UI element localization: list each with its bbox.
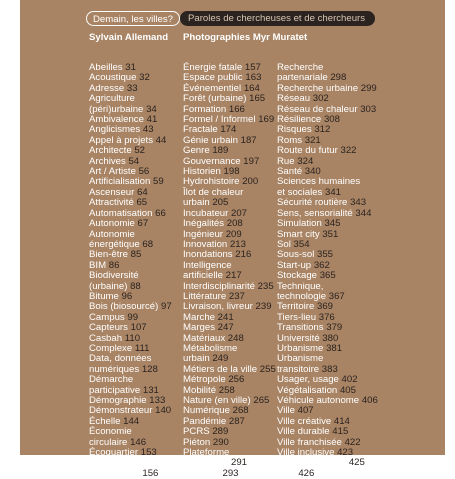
- index-term: Matériaux: [183, 332, 226, 344]
- index-term: Inégalités: [183, 218, 225, 230]
- index-term: Plateforme: [183, 447, 230, 459]
- index-page-number: 293: [222, 467, 239, 479]
- index-page-number: 344: [355, 207, 372, 219]
- index-term: Université: [277, 332, 320, 344]
- index-term: Artificialisation: [89, 176, 151, 188]
- index-term: transitoire: [277, 363, 320, 375]
- index-page-number: 85: [130, 249, 142, 261]
- index-page-number: 198: [223, 166, 240, 178]
- index-entry: [183, 448, 275, 469]
- index-term: Sécurité routière: [277, 197, 348, 209]
- index-page-number: 64: [137, 186, 148, 198]
- index-term: Écoquartier: [89, 447, 139, 459]
- index-term: Livraison, livreur: [183, 301, 253, 313]
- index-term: Métropole: [183, 374, 226, 386]
- index-term: Risques: [277, 124, 312, 136]
- index-page-number: 67: [137, 218, 149, 230]
- index-page-number: 287: [228, 415, 245, 427]
- index-page-number: 31: [125, 62, 136, 73]
- index-page-number: 59: [153, 176, 164, 188]
- index-term: Événementiel: [183, 82, 242, 94]
- index-page-number: 376: [318, 311, 335, 323]
- index-entry: [89, 354, 177, 375]
- index-term: Usager, usage: [277, 374, 339, 386]
- index-term: Bien-être: [89, 249, 128, 261]
- index-term: Appel à projets: [89, 134, 153, 146]
- index-page-number: 128: [141, 363, 158, 375]
- index-term: Véhicule autonome: [277, 395, 360, 406]
- index-term: Formation: [183, 103, 227, 115]
- index-term: Gouvernance: [183, 155, 241, 167]
- index-term: Bitume: [89, 290, 119, 302]
- index-page-number: 291: [231, 457, 248, 469]
- index-term: Stockage: [277, 270, 318, 282]
- index-page-number: 379: [326, 322, 343, 334]
- index-term: Génie urbain: [183, 134, 238, 146]
- index-page-number: 239: [255, 301, 272, 313]
- index-term: Biodiversité: [89, 270, 139, 282]
- index-page-number: 213: [229, 238, 246, 250]
- photo-credit: Photographies Myr Muratet: [183, 32, 308, 43]
- index-term: Autonomie: [89, 218, 135, 230]
- index-page-number: 422: [344, 436, 361, 448]
- index-page-number: 32: [139, 72, 150, 84]
- index-page-number: 298: [330, 72, 347, 84]
- index-term: Agriculture: [89, 93, 135, 105]
- index-page-number: 248: [227, 332, 244, 344]
- index-page-number: 345: [324, 218, 341, 230]
- book-subtitle: Paroles de chercheuses et de chercheurs: [180, 11, 375, 26]
- index-term: Rue: [277, 155, 295, 167]
- index-term: urbain: [183, 353, 210, 365]
- index-page-number: 110: [124, 332, 141, 344]
- index-page-number: 247: [217, 322, 234, 334]
- index-page-number: 174: [220, 124, 237, 136]
- index-term: Ascenseur: [89, 186, 135, 198]
- index-page-number: 369: [317, 301, 334, 313]
- index-page-number: 187: [240, 134, 257, 146]
- index-page-number: 131: [142, 384, 159, 396]
- index-term: Incubateur: [183, 207, 229, 219]
- index-page-number: 97: [161, 301, 172, 313]
- index-term: partenariale: [277, 72, 328, 84]
- index-page-number: 146: [130, 436, 147, 448]
- index-page-number: 289: [212, 426, 229, 438]
- index-term: Métabolisme: [183, 342, 238, 354]
- index-term: Start-up: [277, 259, 312, 271]
- index-page-number: 340: [304, 166, 321, 178]
- index-page-number: 406: [361, 395, 378, 406]
- index-page-number: 156: [142, 467, 159, 479]
- index-term: Adresse: [89, 82, 125, 94]
- index-page-number: 290: [212, 436, 229, 448]
- index-page-number: 354: [293, 238, 310, 250]
- index-page-number: 308: [323, 114, 340, 126]
- index-term: Sens, sensorialité: [277, 207, 353, 219]
- index-term: Énergie fatale: [183, 62, 243, 73]
- index-entry: [277, 282, 369, 303]
- index-entry: [89, 230, 177, 251]
- index-page-number: 66: [155, 207, 166, 219]
- index-term: Sous-sol: [277, 249, 315, 261]
- index-term: Intelligence: [183, 259, 232, 271]
- index-page-number: 200: [242, 176, 259, 188]
- index-term: Capteurs: [89, 322, 128, 334]
- index-page-number: 96: [121, 290, 133, 302]
- index-term: circulaire: [89, 436, 128, 448]
- index-term: Sol: [277, 238, 291, 250]
- index-term: Voie: [277, 467, 296, 479]
- index-entry: [277, 177, 369, 198]
- index-term: Transitions: [277, 322, 324, 334]
- index-page-number: 165: [249, 93, 266, 105]
- index-term: Interdisciplinarité: [183, 280, 255, 292]
- cover-board: [20, 0, 445, 479]
- index-page-number: 163: [245, 72, 262, 84]
- index-page-number: 380: [322, 332, 339, 344]
- index-page-number: 426: [298, 467, 315, 479]
- index-term: Genre: [183, 145, 210, 157]
- index-page-number: 140: [155, 405, 172, 417]
- index-page-number: 268: [232, 405, 249, 417]
- index-column-3: [277, 62, 378, 479]
- index-page-number: 153: [140, 447, 157, 459]
- index-page-number: 88: [130, 280, 141, 292]
- index-term: Réseau de chaleur: [277, 103, 358, 115]
- index-term: Automatisation: [89, 207, 153, 219]
- index-term: Archives: [89, 155, 126, 167]
- index-term: Campus: [89, 311, 125, 323]
- index-page-number: 107: [130, 322, 147, 334]
- index-page-number: 303: [360, 103, 377, 115]
- index-page-number: 405: [339, 384, 356, 396]
- index-term: Casbah: [89, 332, 123, 344]
- index-term: Formel / Informel: [183, 114, 256, 126]
- index-term: Espace public: [183, 72, 243, 84]
- index-term: urbain: [183, 197, 210, 209]
- index-page-number: 425: [348, 457, 365, 469]
- index-page-number: 249: [212, 353, 229, 365]
- index-page-number: 164: [243, 82, 260, 94]
- index-entry: [89, 94, 177, 115]
- index-page-number: 362: [313, 259, 330, 271]
- index-term: Piéton: [183, 436, 211, 448]
- index-page-number: 99: [127, 311, 139, 323]
- index-term: Métiers de la ville: [183, 363, 258, 375]
- index-term: Pollution: [183, 467, 220, 479]
- index-term: Nature (en ville): [183, 395, 251, 406]
- index-term: Route du futur: [277, 145, 338, 157]
- index-page-number: 365: [319, 270, 336, 282]
- index-page-number: 265: [253, 395, 270, 406]
- index-entry: [277, 354, 369, 375]
- index-term: Acoustique: [89, 72, 137, 84]
- index-term: Inondations: [183, 249, 233, 261]
- index-term: Pandémie: [183, 415, 227, 427]
- index-page-number: 351: [322, 228, 339, 240]
- index-term: numériques: [89, 363, 140, 375]
- index-page-number: 207: [231, 207, 248, 219]
- index-term: Abeilles: [89, 62, 123, 73]
- index-entry: [183, 261, 275, 282]
- index-term: Ville créative: [277, 415, 332, 427]
- index-term: Roms: [277, 134, 303, 146]
- index-term: et sociales: [277, 186, 323, 198]
- index-term: Technique,: [277, 280, 324, 292]
- index-entry: [277, 63, 369, 84]
- index-page-number: 415: [332, 426, 349, 438]
- index-page-number: 355: [317, 249, 334, 261]
- index-term: Fractale: [183, 124, 218, 136]
- index-term: énergétique: [89, 238, 140, 250]
- index-term: Attractivité: [89, 197, 134, 209]
- index-term: Historien: [183, 166, 221, 178]
- index-page-number: 255: [259, 363, 276, 375]
- index-page-number: 111: [134, 342, 150, 354]
- index-page-number: 324: [297, 155, 314, 167]
- index-term: Villes anciennes: [277, 457, 347, 469]
- index-entry: [89, 271, 177, 292]
- index-page-number: 216: [235, 249, 252, 261]
- index-page-number: 209: [225, 228, 242, 240]
- index-page-number: 312: [314, 124, 331, 136]
- index-term: Démarche: [89, 374, 134, 386]
- index-term: Ville durable: [277, 426, 330, 438]
- index-page-number: 44: [155, 134, 167, 146]
- author-name: Sylvain Allemand: [89, 32, 169, 43]
- index-term: Urbanisme: [277, 353, 324, 365]
- index-term: numérique: [183, 457, 229, 469]
- index-page-number: 383: [321, 363, 338, 375]
- index-page-number: 402: [341, 374, 358, 386]
- index-page-number: 157: [244, 62, 261, 73]
- index-term: (urbaine): [89, 280, 128, 292]
- index-page-number: 217: [225, 270, 242, 282]
- index-page-number: 258: [218, 384, 235, 396]
- index-page-number: 166: [228, 103, 245, 115]
- index-page-number: 205: [212, 197, 229, 209]
- book-title: Demain, les villes?: [86, 11, 180, 26]
- index-term: Innovation: [183, 238, 228, 250]
- index-page-number: 86: [108, 259, 120, 271]
- index-term: Démographie: [89, 395, 147, 406]
- index-term: Îlot de chaleur: [183, 186, 244, 198]
- index-term: Bois (biosourcé): [89, 301, 159, 313]
- index-term: Efficacité: [89, 457, 128, 469]
- index-term: Ville inclusive: [277, 447, 335, 459]
- index-term: Anglicismes: [89, 124, 141, 136]
- index-term: Ambivalence: [89, 114, 144, 126]
- index-term: Végétalisation: [277, 384, 338, 396]
- index-page-number: 144: [123, 415, 140, 427]
- index-term: PCRS: [183, 426, 210, 438]
- index-term: Démonstrateur: [89, 405, 153, 417]
- index-page-number: 197: [243, 155, 260, 167]
- index-page-number: 208: [226, 218, 243, 230]
- index-term: BIM: [89, 259, 107, 271]
- index-page-number: 133: [149, 395, 166, 406]
- index-term: Data, données: [89, 353, 152, 365]
- index-page-number: 56: [138, 166, 150, 178]
- index-term: Échelle: [89, 415, 121, 427]
- index-entry: [277, 469, 369, 479]
- index-term: Ville franchisée: [277, 436, 342, 448]
- index-term: technologie: [277, 290, 327, 302]
- index-term: Recherche: [277, 62, 324, 73]
- index-page-number: 169: [258, 114, 275, 126]
- index-page-number: 321: [304, 134, 321, 146]
- index-term: participative: [89, 384, 141, 396]
- index-term: Art / Artiste: [89, 166, 136, 178]
- index-term: Marges: [183, 322, 215, 334]
- index-term: Territoire: [277, 301, 315, 313]
- index-term: Autonomie: [89, 228, 135, 240]
- index-term: Numérique: [183, 405, 230, 417]
- index-term: Marche: [183, 311, 215, 323]
- index-entry: [183, 188, 275, 209]
- index-term: Forêt (urbaine): [183, 93, 247, 105]
- index-page-number: 34: [146, 103, 157, 115]
- index-page-number: 423: [337, 447, 354, 459]
- index-term: Ingénieur: [183, 228, 224, 240]
- index-entry: [89, 458, 177, 479]
- index-page-number: 414: [333, 415, 350, 427]
- index-term: (péri)urbaine: [89, 103, 144, 115]
- index-term: énergétique: [89, 467, 140, 479]
- index-term: artificielle: [183, 270, 223, 282]
- index-term: Architecte: [89, 145, 132, 157]
- index-page-number: 299: [360, 82, 377, 94]
- index-page-number: 189: [212, 145, 229, 157]
- index-term: Hydrohistoire: [183, 176, 240, 188]
- index-term: Complexe: [89, 342, 133, 354]
- index-page-number: 322: [340, 145, 357, 157]
- index-page-number: 54: [128, 155, 140, 167]
- index-column-2: [183, 63, 275, 479]
- index-term: Littérature: [183, 290, 227, 302]
- index-entry: [183, 469, 275, 479]
- index-page-number: 381: [326, 342, 343, 354]
- index-term: Santé: [277, 166, 303, 178]
- index-page-number: 367: [328, 290, 345, 302]
- index-term: Réseau: [277, 93, 311, 105]
- index-term: Résilience: [277, 114, 322, 126]
- index-page-number: 33: [126, 82, 138, 94]
- index-page-number: 341: [325, 186, 342, 198]
- index-page-number: 43: [142, 124, 154, 136]
- index-term: Sciences humaines: [277, 176, 361, 188]
- index-term: Simulation: [277, 218, 322, 230]
- index-page-number: 407: [297, 405, 314, 417]
- index-entry: [89, 375, 177, 396]
- index-page-number: 237: [228, 290, 245, 302]
- index-column-1: [89, 63, 177, 479]
- index-term: Économie: [89, 426, 132, 438]
- index-page-number: 302: [312, 93, 329, 105]
- index-term: Mobilité: [183, 384, 217, 396]
- index-page-number: 241: [217, 311, 234, 323]
- index-page-number: 41: [146, 114, 158, 126]
- index-page-number: 343: [350, 197, 367, 209]
- index-entry: [183, 344, 275, 365]
- index-term: Tiers-lieu: [277, 311, 317, 323]
- index-page-number: 68: [142, 238, 154, 250]
- index-page-number: 52: [134, 145, 146, 157]
- index-term: Recherche urbaine: [277, 82, 359, 94]
- index-page-number: 256: [228, 374, 245, 386]
- index-page-number: 65: [136, 197, 148, 209]
- index-term: Ville: [277, 405, 295, 417]
- index-entry: [89, 427, 177, 448]
- index-term: Urbanisme: [277, 342, 324, 354]
- index-page-number: 235: [257, 280, 274, 292]
- index-term: Smart city: [277, 228, 320, 240]
